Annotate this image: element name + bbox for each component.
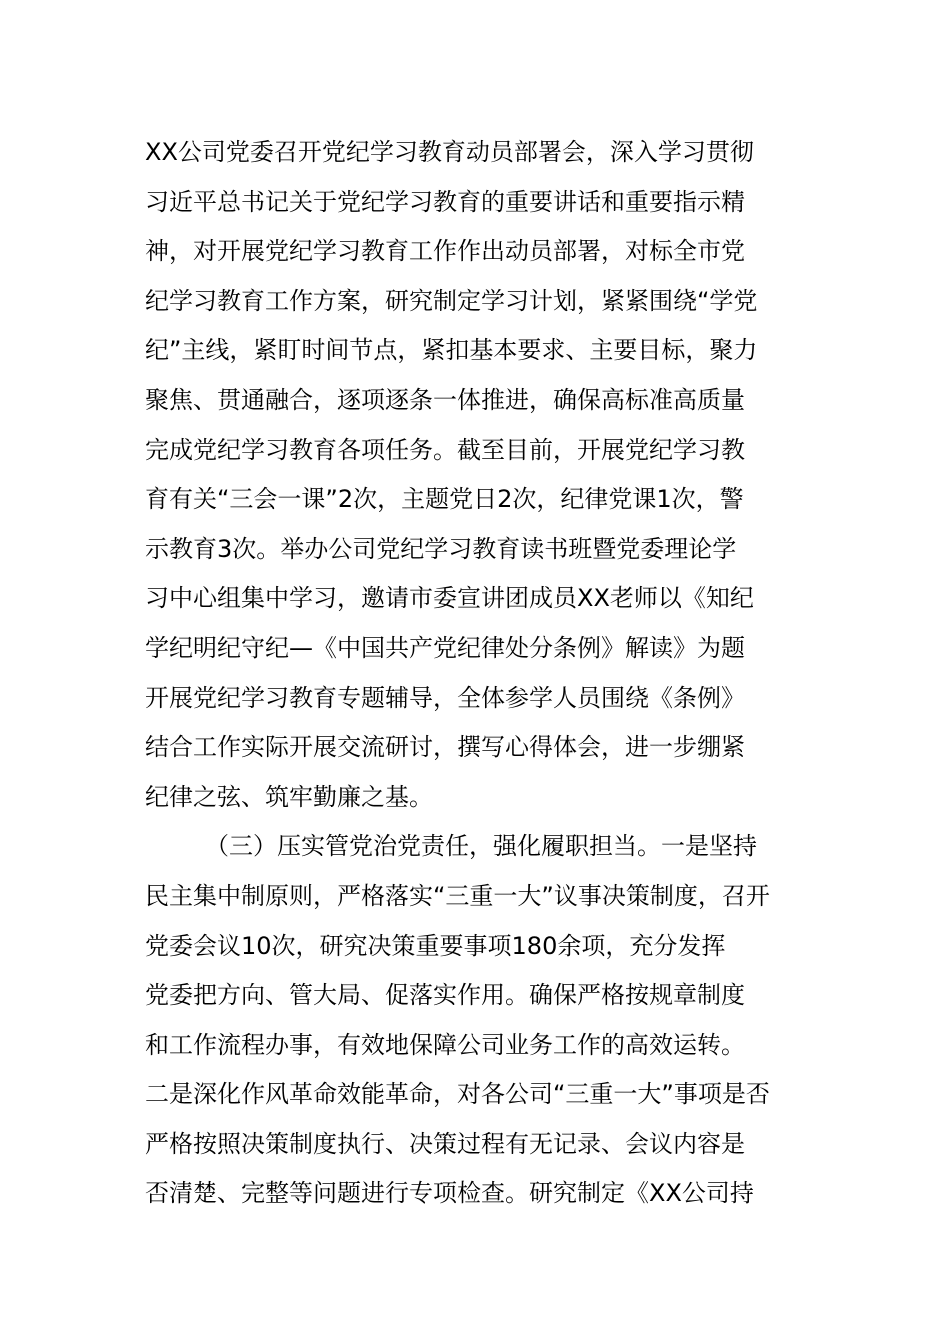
text-line: 结合工作实际开展交流研讨，撰写心得体会，进一步绷紧 (145, 733, 745, 762)
text-line: 和工作流程办事，有效地保障公司业务工作的高效运转。 (145, 1030, 745, 1059)
text-line: 开展党纪学习教育专题辅导，全体参学人员围绕《条例》 (145, 683, 745, 712)
text-line: 纪律之弦、筑牢勤廉之基。 (145, 782, 433, 811)
text-line: 严格按照决策制度执行、决策过程有无记录、会议内容是 (145, 1129, 745, 1158)
text-line: 示教育3次。举办公司党纪学习教育读书班暨党委理论学 (145, 534, 737, 563)
section-heading-line: （三）压实管党治党责任，强化履职担当。一是坚持 (205, 832, 757, 861)
text-line: 二是深化作风革命效能革命，对各公司“三重一大”事项是否 (145, 1080, 770, 1109)
document-body (145, 128, 825, 1219)
text-line: 习中心组集中学习，邀请市委宣讲团成员XX老师以《知纪 (145, 584, 754, 613)
text-line: XX公司党委召开党纪学习教育动员部署会，深入学习贯彻 (145, 138, 754, 166)
text-line: 纪学习教育工作方案，研究制定学习计划，紧紧围绕“学党 (145, 286, 758, 315)
text-line: 否清楚、完整等问题进行专项检查。研究制定《XX公司持 (145, 1179, 754, 1208)
text-line: 党委会议10次，研究决策重要事项180余项，充分发挥 (145, 931, 726, 960)
text-line: 纪”主线，紧盯时间节点，紧扣基本要求、主要目标，聚力 (145, 336, 758, 365)
text-line: 民主集中制原则，严格落实“三重一大”议事决策制度，召开 (145, 881, 770, 910)
text-line: 习近平总书记关于党纪学习教育的重要讲话和重要指示精 (145, 187, 745, 216)
text-line: 聚焦、贯通融合，逐项逐条一体推进，确保高标准高质量 (145, 385, 745, 414)
text-line: 育有关“三会一课”2次，主题党日2次，纪律党课1次，警 (145, 485, 744, 514)
text-line: 学纪明纪守纪—《中国共产党纪律处分条例》解读》为题 (145, 633, 745, 662)
text-line: 神，对开展党纪学习教育工作作出动员部署，对标全市党 (145, 237, 745, 266)
text-line: 党委把方向、管大局、促落实作用。确保严格按规章制度 (145, 981, 745, 1010)
text-line: 完成党纪学习教育各项任务。截至目前，开展党纪学习教 (145, 435, 745, 464)
